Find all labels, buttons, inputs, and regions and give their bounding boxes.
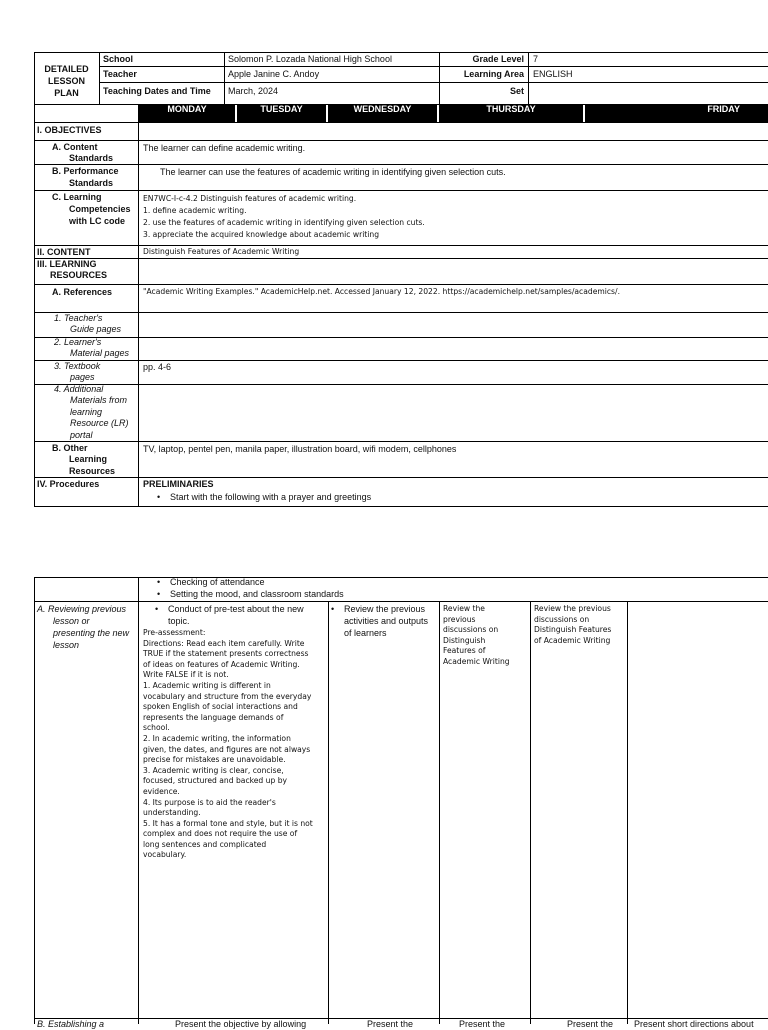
- teaching-dates-label: Teaching Dates and Time: [103, 86, 211, 96]
- wednesday-review-text: [443, 604, 529, 668]
- additional-materials-label-4: Resource (LR): [70, 418, 129, 428]
- friday-b-partial: Present short directions about: [634, 1019, 754, 1029]
- thursday-review-text: [534, 604, 626, 646]
- competencies-label-3: with LC code: [69, 216, 125, 226]
- grade-value: 7: [533, 54, 539, 64]
- additional-materials-label-5: portal: [70, 430, 93, 440]
- day-header-friday: FRIDAY: [585, 104, 768, 122]
- content-standards-label-1: A. Content: [52, 142, 98, 152]
- teaching-dates-value: March, 2024: [228, 86, 279, 96]
- wednesday-review-line-4: Distinguish: [443, 635, 486, 645]
- textbook-label-2: pages: [70, 372, 95, 382]
- textbook-label-1: 3. Textbook: [54, 361, 101, 371]
- school-label: School: [103, 54, 134, 64]
- teachers-guide-label-2: Guide pages: [70, 324, 122, 334]
- performance-standards-label-2: Standards: [69, 178, 114, 188]
- thursday-review-line-1: Review the previous: [534, 604, 611, 613]
- pre-assessment-line-4: of ideas on features of Academic Writing.: [143, 659, 300, 669]
- tuesday-review-line-1: • Review the previous: [344, 604, 425, 615]
- objectives-label: I. OBJECTIVES: [37, 125, 102, 135]
- mood-bullet: • Setting the mood, and classroom standards: [170, 589, 344, 600]
- learning-area-value: ENGLISH: [533, 69, 573, 79]
- establishing-label-partial: B. Establishing a: [37, 1019, 105, 1029]
- reviewing-label-4: lesson: [53, 640, 80, 650]
- competency-line-1: EN7WC-I-c-4.2 Distinguish features of academic writing.: [143, 194, 357, 203]
- additional-materials-label-2: Materials from: [70, 395, 128, 405]
- day-header-thursday: THURSDAY: [439, 104, 583, 122]
- pre-assessment-line-20: complex and does not require the use of: [143, 829, 298, 839]
- wednesday-review-line-1: Review the: [443, 604, 485, 613]
- additional-materials-label-3: learning: [70, 407, 103, 417]
- competency-line-3: 2. use the features of academic writing in identifying given selection cuts.: [143, 218, 425, 227]
- preliminaries-bullet: • Start with the following with a prayer and greetings: [170, 492, 371, 503]
- pre-assessment-line-2: Directions: Read each item carefully. Write: [143, 638, 305, 648]
- wednesday-review-line-3: discussions on: [443, 625, 499, 635]
- pre-assessment-line-9: represents the language demands of: [143, 712, 284, 722]
- preliminaries-title: PRELIMINARIES: [143, 479, 214, 489]
- textbook-value: pp. 4-6: [143, 362, 172, 372]
- competency-line-4: 3. appreciate the acquired knowledge about academic writing: [143, 230, 380, 239]
- content-value: Distinguish Features of Academic Writing: [143, 247, 300, 256]
- pre-assessment-line-7: vocabulary and structure from the everyday: [143, 691, 312, 701]
- content-standards-value: The learner can define academic writing.: [143, 143, 306, 153]
- pre-assessment-line-15: focused, structured and backed up by: [143, 776, 288, 786]
- pre-assessment-line-16: evidence.: [143, 786, 180, 796]
- pre-assessment-line-12: given, the dates, and figures are not always: [143, 744, 311, 754]
- additional-materials-label-1: 4. Additional: [54, 384, 104, 394]
- wednesday-review-line-5: Features of: [443, 646, 486, 656]
- pre-assessment-line-11: 2. In academic writing, the information: [143, 733, 291, 743]
- pre-assessment-line-19: 5. It has a formal tone and style, but it is not: [143, 818, 313, 828]
- tuesday-review-line-3: of learners: [344, 628, 387, 638]
- dlp-title-line-2: LESSON: [47, 76, 85, 86]
- attendance-bullet: • Checking of attendance: [170, 577, 265, 588]
- pre-assessment-line-3: TRUE if the statement presents correctness: [143, 649, 309, 659]
- pre-assessment-line-21: long sentences and complicated: [143, 839, 267, 849]
- reviewing-label-2: lesson or: [53, 616, 90, 626]
- learning-area-label: Learning Area: [463, 69, 524, 79]
- teacher-value: Apple Janine C. Andoy: [228, 69, 320, 79]
- teachers-guide-label-1: 1. Teacher's: [54, 313, 103, 323]
- pre-assessment-line-6: 1. Academic writing is different in: [143, 680, 271, 690]
- competencies-label-2: Competencies: [69, 204, 131, 214]
- thursday-review-line-4: of Academic Writing: [534, 635, 611, 645]
- reviewing-label-1: A. Reviewing previous: [37, 604, 127, 614]
- learners-material-label-1: 2. Learner's: [54, 337, 102, 347]
- reviewing-label-3: presenting the new: [53, 628, 130, 638]
- day-header-monday: MONDAY: [139, 104, 235, 122]
- tuesday-b-partial: Present the: [367, 1019, 414, 1029]
- competency-line-2: 1. define academic writing.: [143, 206, 247, 215]
- references-label: A. References: [52, 287, 113, 297]
- pre-assessment-line-13: precise for mistakes are unavoidable.: [143, 755, 286, 765]
- pre-assessment-line-5: Write FALSE if it is not.: [143, 670, 229, 680]
- pre-assessment-line-1: Pre-assessment:: [143, 628, 206, 637]
- performance-standards-label-1: B. Performance: [52, 166, 119, 176]
- content-label: II. CONTENT: [37, 247, 91, 257]
- pre-assessment-line-14: 3. Academic writing is clear, concise,: [143, 765, 284, 775]
- competencies-label-1: C. Learning: [52, 192, 102, 202]
- performance-standards-value: The learner can use the features of academic writing in identifying given selection cuts.: [160, 167, 506, 177]
- learning-resources-label-1: III. LEARNING: [37, 259, 97, 269]
- school-value: Solomon P. Lozada National High School: [228, 54, 392, 64]
- references-value: "Academic Writing Examples." AcademicHelp.net. Accessed January 12, 2022. https://academichelp.net/samples/academics/.: [143, 287, 620, 296]
- teacher-label: Teacher: [103, 69, 137, 79]
- learners-material-label-2: Material pages: [70, 348, 130, 358]
- content-standards-label-2: Standards: [69, 153, 114, 163]
- other-resources-label-3: Resources: [69, 466, 116, 476]
- wednesday-review-line-2: previous: [443, 614, 476, 624]
- dlp-title-line-1: DETAILED: [44, 64, 89, 74]
- pre-assessment-line-18: understanding.: [143, 808, 201, 818]
- tuesday-review-line-2: activities and outputs: [344, 616, 429, 626]
- pretest-bullet-line-2: topic.: [168, 616, 190, 626]
- other-resources-label-1: B. Other: [52, 443, 88, 453]
- wednesday-review-line-6: Academic Writing: [443, 656, 510, 666]
- thursday-review-line-3: Distinguish Features: [534, 625, 612, 635]
- other-resources-label-2: Learning: [69, 454, 108, 464]
- pre-assessment-line-10: school.: [143, 723, 170, 733]
- grade-label: Grade Level: [472, 54, 524, 64]
- wednesday-b-partial: Present the: [459, 1019, 506, 1029]
- pre-assessment-line-17: 4. Its purpose is to aid the reader's: [143, 797, 276, 807]
- monday-b-partial: Present the objective by allowing: [175, 1019, 307, 1029]
- day-header-wednesday: WEDNESDAY: [328, 104, 437, 122]
- thursday-review-line-2: discussions on: [534, 614, 590, 624]
- pre-assessment-line-22: vocabulary.: [143, 850, 187, 860]
- pre-assessment-line-8: spoken English of social interactions and: [143, 702, 298, 712]
- procedures-label: IV. Procedures: [37, 479, 100, 489]
- set-label: Set: [509, 86, 524, 96]
- pretest-bullet-line-1: • Conduct of pre-test about the new: [168, 604, 304, 615]
- day-header-tuesday: TUESDAY: [237, 104, 326, 122]
- learning-resources-label-2: RESOURCES: [50, 270, 108, 280]
- dlp-title-line-3: PLAN: [54, 88, 79, 98]
- thursday-b-partial: Present the: [567, 1019, 614, 1029]
- other-resources-value: TV, laptop, pentel pen, manila paper, illustration board, wifi modem, cellphones: [143, 444, 457, 454]
- pre-assessment-text: [143, 628, 327, 861]
